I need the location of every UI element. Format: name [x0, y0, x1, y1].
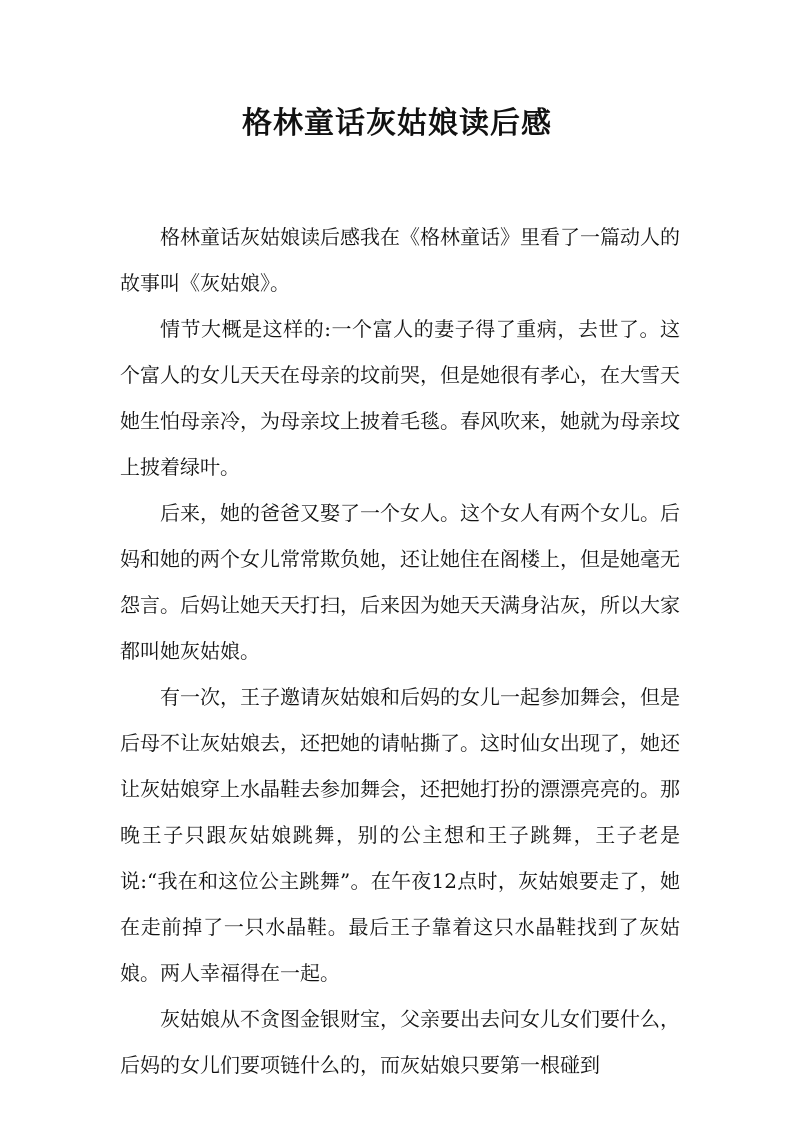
paragraph-1: 格林童话灰姑娘读后感我在《格林童话》里看了一篇动人的故事叫《灰姑娘》。: [120, 225, 680, 295]
paragraph-4: 有一次，王子邀请灰姑娘和后妈的女儿一起参加舞会，但是后母不让灰姑娘去，还把她的请帖撕了。这时仙女出现了，她还让灰姑娘穿上水晶鞋去参加舞会，还把她打扮的漂漂亮亮的。那晚王子只跟灰姑娘跳舞，别的公主想和王子跳舞，王子老是说:“我在和这位公主跳舞”。在午夜12点时，灰姑娘要走了，她在走前掉了一只水晶鞋。最后王子靠着这只水晶鞋找到了灰姑娘。两人幸福得在一起。: [120, 685, 680, 985]
paragraph-2: 情节大概是这样的:一个富人的妻子得了重病，去世了。这个富人的女儿天天在母亲的坟前哭，但是她很有孝心，在大雪天她生怕母亲冷，为母亲坟上披着毛毯。春风吹来，她就为母亲坟上披着绿叶。: [120, 317, 680, 479]
paragraph-3: 后来，她的爸爸又娶了一个女人。这个女人有两个女儿。后妈和她的两个女儿常常欺负她，还让她住在阁楼上，但是她毫无怨言。后妈让她天天打扫，后来因为她天天满身沾灰，所以大家都叫她灰姑娘。: [120, 501, 680, 663]
document-body: [120, 214, 680, 1088]
document-title: 格林童话灰姑娘读后感: [242, 106, 552, 141]
paragraph-5: 灰姑娘从不贪图金银财宝，父亲要出去问女儿女们要什么，后妈的女儿们要项链什么的，而灰姑娘只要第一根碰到: [120, 1007, 680, 1077]
